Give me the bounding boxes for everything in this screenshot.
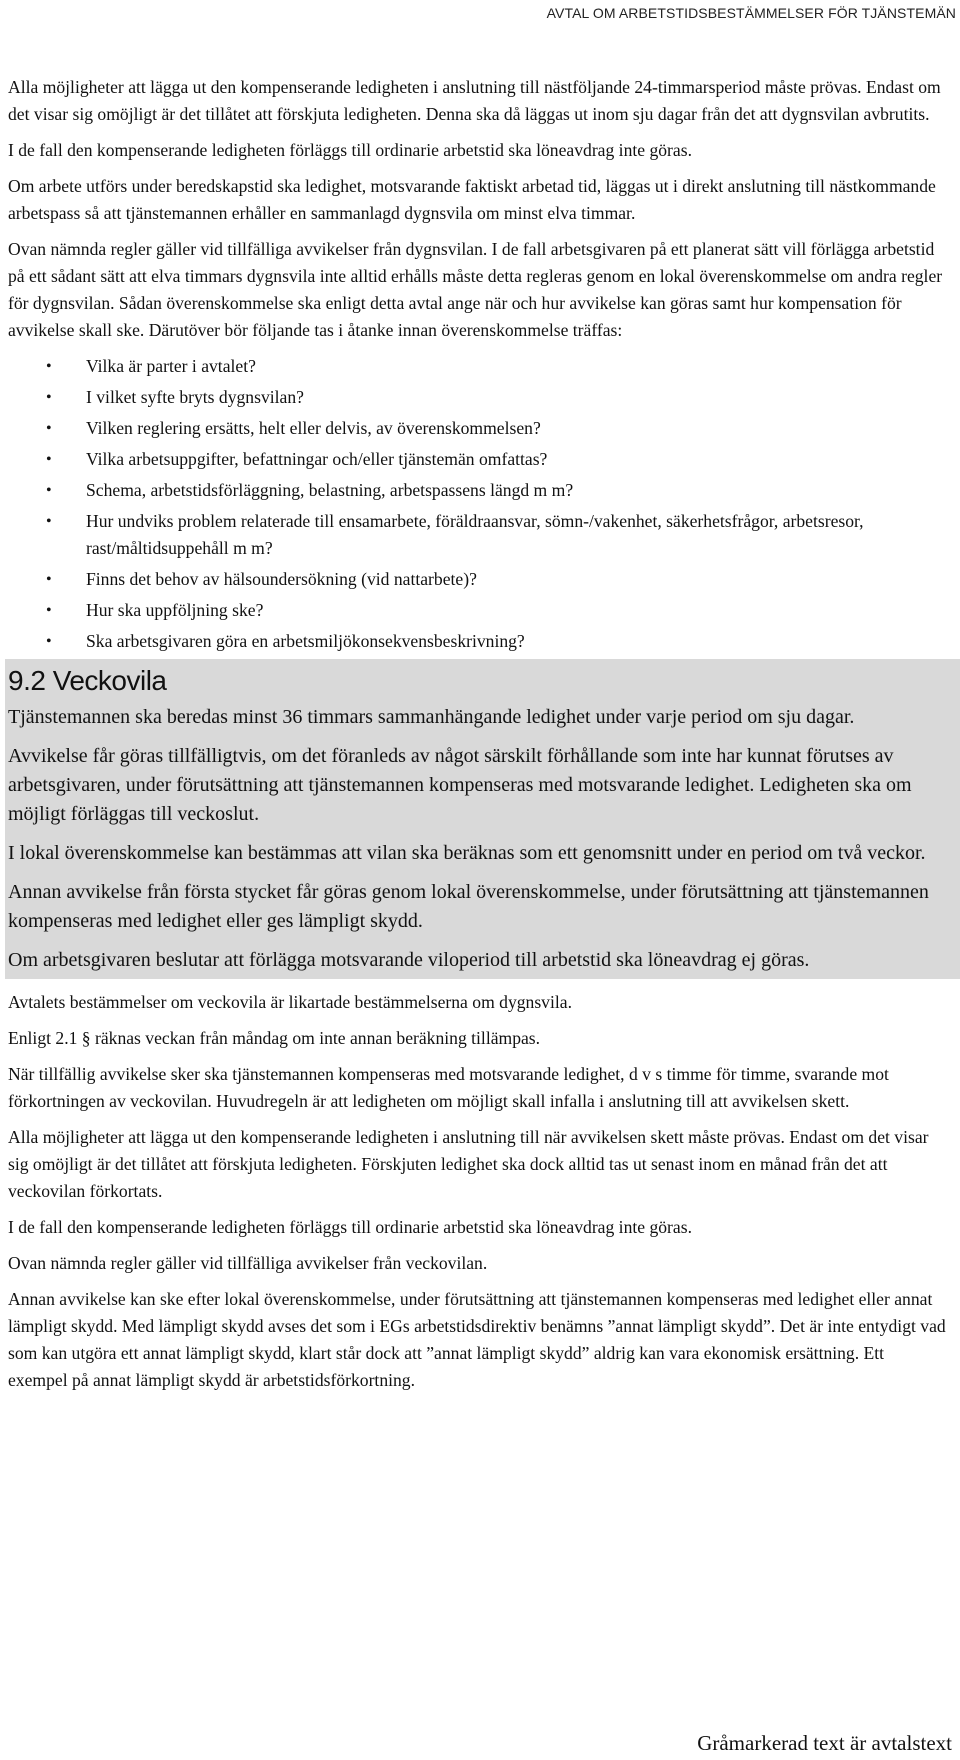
- bullet-icon: •: [46, 602, 52, 619]
- list-item: • Finns det behov av hälsoundersökning (vid nattarbete)?: [8, 566, 946, 593]
- page-body: [8, 74, 956, 1403]
- bullet-icon: •: [46, 389, 52, 406]
- list-item: • Hur undviks problem relaterade till ensamarbete, föräldraansvar, sömn-/vakenhet, säkerhetsfrågor, arbetsresor, rast/måltidsuppehåll m m?: [8, 508, 946, 562]
- list-item: • Vilka arbetsuppgifter, befattningar och/eller tjänstemän omfattas?: [8, 446, 946, 473]
- bullet-icon: •: [46, 358, 52, 375]
- commentary-paragraph-6: Ovan nämnda regler gäller vid tillfälliga avvikelser från veckovilan.: [8, 1253, 488, 1273]
- agreement-text-block: [5, 659, 960, 979]
- bullet-icon: •: [46, 451, 52, 468]
- bullet-icon: •: [46, 571, 52, 588]
- commentary-block: [8, 989, 956, 1394]
- checklist: [8, 353, 956, 655]
- intro-paragraph-4: Ovan nämnda regler gäller vid tillfälliga avvikelser från dygnsvilan. I de fall arbetsgivaren på ett planerat sätt vill förlägga arbetstid på ett sådant sätt att elva timmars dygnsvila inte alltid erhålls måste detta regleras genom en lokal överenskommelse om andra regler för dygnsvilan. Sådan överenskommelse ska enligt detta avtal ange när och hur avvikelse kan göras samt hur kompensation för avvikelse skall ske. Därutöver bör följande tas i åtanke innan överenskommelse träffas:: [8, 239, 943, 340]
- commentary-paragraph-4: Alla möjligheter att lägga ut den kompenserande ledigheten i anslutning till när avvikelsen skett måste prövas. Endast om det visar sig omöjligt är det tillåtet att förskjuta ledigheten. Förskjuten ledighet ska dock alltid tas ut senast inom en månad från det att veckovilan förkortats.: [8, 1127, 929, 1201]
- bullet-icon: •: [46, 513, 52, 530]
- running-header: AVTAL OM ARBETSTIDSBESTÄMMELSER FÖR TJÄNSTEMÄN: [546, 5, 956, 21]
- intro-paragraph-2: I de fall den kompenserande ledigheten förläggs till ordinarie arbetstid ska löneavdrag inte göras.: [8, 140, 692, 160]
- agreement-paragraph-5: Om arbetsgivaren beslutar att förlägga motsvarande viloperiod till arbetstid ska löneavdrag ej göras.: [8, 949, 810, 971]
- commentary-paragraph-1: Avtalets bestämmelser om veckovila är likartade bestämmelserna om dygnsvila.: [8, 992, 572, 1012]
- intro-paragraph-3: Om arbete utförs under beredskapstid ska ledighet, motsvarande faktiskt arbetad tid, läggas ut i direkt anslutning till nästkommande arbetspass så att tjänstemannen erhåller en sammanlagd dygnsvila om minst elva timmar.: [8, 176, 936, 223]
- bullet-icon: •: [46, 482, 52, 499]
- intro-paragraph-1: Alla möjligheter att lägga ut den kompenserande ledigheten i anslutning till nästföljande 24-timmarsperiod måste prövas. Endast om det visar sig omöjligt är det tillåtet att förskjuta ledigheten. Denna ska då läggas ut inom sju dagar från det att dygnsvilan avbrutits.: [8, 77, 941, 124]
- section-heading: 9.2 Veckovila: [8, 665, 167, 696]
- commentary-paragraph-3: När tillfällig avvikelse sker ska tjänstemannen kompenseras med motsvarande ledighet, d v s timme för timme, svarande mot förkortningen av veckovilan. Huvudregeln är att ledigheten om möjligt skall infalla i anslutning till att avvikelsen skett.: [8, 1064, 889, 1111]
- list-item: • Vilken reglering ersätts, helt eller delvis, av överenskommelsen?: [8, 415, 946, 442]
- list-item: • Schema, arbetstidsförläggning, belastning, arbetspassens längd m m?: [8, 477, 946, 504]
- list-item: • Hur ska uppföljning ske?: [8, 597, 946, 624]
- agreement-paragraph-3: I lokal överenskommelse kan bestämmas att vilan ska beräknas som ett genomsnitt under en period om två veckor.: [8, 842, 926, 864]
- bullet-icon: •: [46, 633, 52, 650]
- bullet-icon: •: [46, 420, 52, 437]
- list-item: • I vilket syfte bryts dygnsvilan?: [8, 384, 946, 411]
- agreement-paragraph-4: Annan avvikelse från första stycket får göras genom lokal överenskommelse, under förutsättning att tjänstemannen kompenseras med ledighet eller ges lämpligt skydd.: [8, 881, 929, 932]
- commentary-paragraph-2: Enligt 2.1 § räknas veckan från måndag om inte annan beräkning tillämpas.: [8, 1028, 541, 1048]
- commentary-paragraph-7: Annan avvikelse kan ske efter lokal överenskommelse, under förutsättning att tjänstemannen kompenseras med ledighet eller annat lämpligt skydd. Med lämpligt skydd avses det som i EGs arbetstidsdirektiv benämns ”annat lämpligt skydd”. Det är inte entydigt vad som kan utgöra ett annat lämpligt skydd, klart står dock att ”annat lämpligt skydd” aldrig kan vara ekonomisk ersättning. Ett exempel på annat lämpligt skydd är arbetstidsförkortning.: [8, 1289, 946, 1390]
- list-item: • Vilka är parter i avtalet?: [8, 353, 946, 380]
- agreement-paragraph-1: Tjänstemannen ska beredas minst 36 timmars sammanhängande ledighet under varje period om sju dagar.: [8, 706, 855, 728]
- list-item: • Ska arbetsgivaren göra en arbetsmiljökonsekvensbeskrivning?: [8, 628, 946, 655]
- agreement-paragraph-2: Avvikelse får göras tillfälligtvis, om det föranleds av något särskilt förhållande som inte har kunnat förutses av arbetsgivaren, under förutsättning att tjänstemannen kompenseras med motsvarande ledighet. Ledigheten ska om möjligt förläggas till veckoslut.: [8, 745, 912, 825]
- commentary-paragraph-5: I de fall den kompenserande ledigheten förläggs till ordinarie arbetstid ska löneavdrag inte göras.: [8, 1217, 692, 1237]
- footer-note: Gråmarkerad text är avtalstext: [697, 1731, 952, 1755]
